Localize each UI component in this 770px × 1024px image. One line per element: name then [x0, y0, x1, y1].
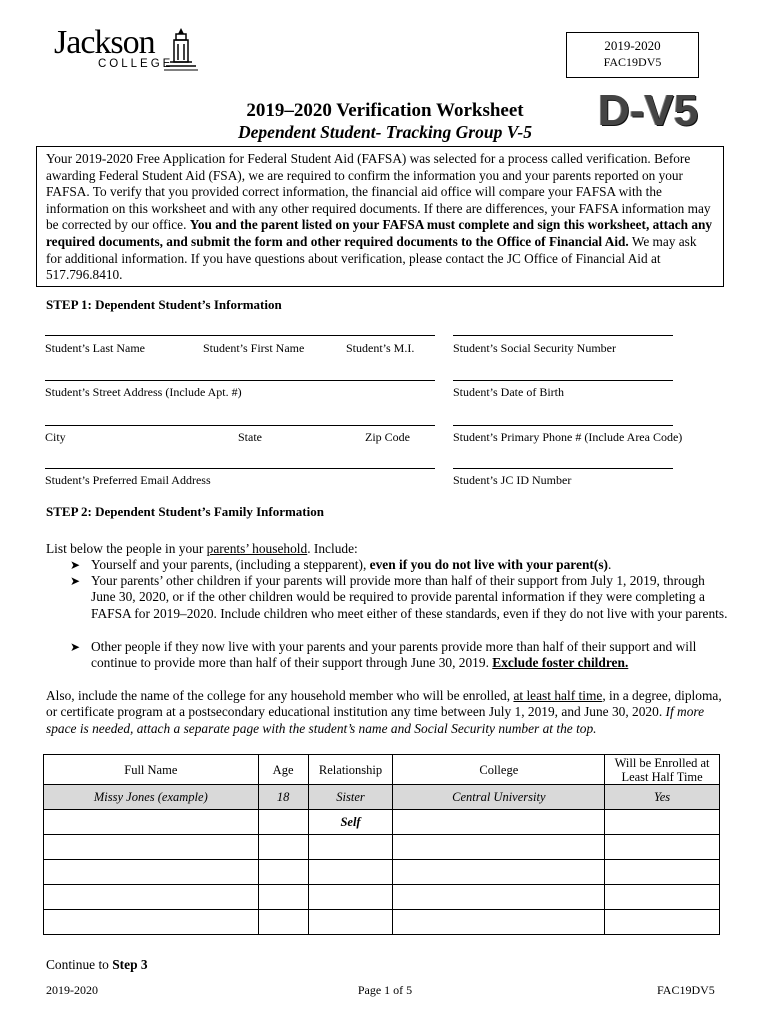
arrow-bullet-icon: ➤ [70, 574, 81, 588]
table-row-example [44, 785, 720, 810]
form-id: FAC19DV5 [603, 55, 662, 69]
ssn-label: Student’s Social Security Number [453, 341, 616, 355]
name-field-line[interactable] [45, 335, 435, 336]
relationship-cell-self: Self [308, 810, 393, 835]
bullet3-text: Other people if they now live with your parents and your parents provide more than half of their support and will continue to provide more than half of their support through June 30, 2019. [91, 639, 697, 671]
college-cell[interactable] [393, 835, 605, 860]
also-paragraph [46, 688, 722, 737]
college-cell[interactable] [393, 910, 605, 935]
relationship-cell[interactable] [308, 860, 393, 885]
zip-label: Zip Code [365, 430, 410, 444]
col-header-full-name: Full Name [44, 755, 259, 785]
bullet1-text: Yourself and your parents, (including a stepparent), [91, 557, 367, 572]
name-cell[interactable] [44, 910, 259, 935]
table-header-row [44, 755, 720, 785]
list-intro-text: List below the people in your [46, 541, 204, 556]
also-italic: If more space is needed, attach a separate page with the student’s name and Social Security number at the top. [46, 704, 705, 736]
name-cell[interactable] [44, 835, 259, 860]
name-cell[interactable] [44, 860, 259, 885]
table-row [44, 860, 720, 885]
col-header-college: College [393, 755, 605, 785]
relationship-cell[interactable] [308, 910, 393, 935]
name-cell[interactable] [44, 885, 259, 910]
continue-text: Continue to [46, 957, 109, 972]
also-text-b: , in a degree, diploma, or certificate program at a postsecondary educational institution any time between July 1, 2019, and June 30, 2020. [46, 688, 722, 720]
list-intro-end: . Include: [307, 541, 358, 556]
age-cell[interactable] [258, 885, 308, 910]
age-cell[interactable] [258, 835, 308, 860]
college-cell[interactable] [393, 885, 605, 910]
jackson-college-logo [54, 24, 204, 80]
list-intro [46, 541, 726, 557]
email-label: Student’s Preferred Email Address [45, 473, 211, 487]
step1-heading: STEP 1: Dependent Student’s Information [46, 297, 282, 312]
email-field-line[interactable] [45, 468, 435, 469]
dob-label: Student’s Date of Birth [453, 385, 564, 399]
also-underline: at least half time [513, 688, 603, 703]
table-row [44, 885, 720, 910]
example-age: 18 [258, 785, 308, 810]
last-name-label: Student’s Last Name [45, 341, 145, 355]
bullet1-bold: even if you do not live with your parent(s) [369, 557, 608, 572]
household-table [43, 754, 720, 935]
form-code: D-V5 [598, 86, 699, 135]
form-year: 2019-2020 [604, 38, 661, 53]
footer-form-id: FAC19DV5 [657, 983, 715, 997]
page-subtitle: Dependent Student- Tracking Group V-5 [238, 122, 532, 142]
arrow-bullet-icon: ➤ [70, 640, 81, 654]
phone-label: Student’s Primary Phone # (Include Area Code) [453, 430, 683, 444]
street-label: Student’s Street Address (Include Apt. #) [45, 385, 242, 399]
college-cell[interactable] [393, 810, 605, 835]
list-item [70, 639, 730, 672]
form-year-box [566, 32, 699, 78]
page-title: 2019–2020 Verification Worksheet [246, 100, 524, 121]
logo-name: Jackson [54, 24, 155, 61]
ssn-field-line[interactable] [453, 335, 673, 336]
relationship-cell[interactable] [308, 835, 393, 860]
half-time-cell[interactable] [605, 835, 720, 860]
col-header-half-time: Will be Enrolled at Least Half Time [605, 755, 720, 785]
intro-text-b: We may ask for additional information. If you have questions about verification, please contact the JC Office of Financial Aid at 517.796.8410. [46, 233, 697, 283]
list-item [70, 573, 730, 622]
street-field-line[interactable] [45, 380, 435, 381]
table-row [44, 910, 720, 935]
first-name-label: Student’s First Name [203, 341, 305, 355]
dob-field-line[interactable] [453, 380, 673, 381]
footer-year: 2019-2020 [46, 983, 98, 997]
list-item [70, 557, 730, 573]
mi-label: Student’s M.I. [346, 341, 415, 355]
example-relationship: Sister [308, 785, 393, 810]
intro-box [36, 146, 724, 287]
city-label: City [45, 430, 66, 444]
col-header-relationship: Relationship [308, 755, 393, 785]
intro-text-a: Your 2019-2020 Free Application for Federal Student Aid (FAFSA) was selected for a process called verification. Before awarding Federal Student Aid (FSA), we are required to confirm the information you and your parents reported on your FAFSA. To verify that you provided correct information, the financial aid office will compare your FAFSA with the information on this worksheet and with any other required documents. If there are differences, your FAFSA information may be corrected by our office. [46, 151, 711, 233]
example-name: Missy Jones (example) [44, 785, 259, 810]
half-time-cell[interactable] [605, 810, 720, 835]
continue-step: Step 3 [112, 957, 148, 972]
age-cell[interactable] [258, 810, 308, 835]
relationship-cell[interactable] [308, 885, 393, 910]
bullet2-text: Your parents’ other children if your parents will provide more than half of their support from July 1, 2019, through June 30, 2020, or if the other children would be required to provide parental information if they were completing a FAFSA for 2019–2020. Include children who meet either of these standards, even if they do not live with your parents. [91, 573, 728, 621]
step2-heading: STEP 2: Dependent Student’s Family Information [46, 504, 324, 519]
college-cell[interactable] [393, 860, 605, 885]
example-half-time: Yes [605, 785, 720, 810]
age-cell[interactable] [258, 860, 308, 885]
age-cell[interactable] [258, 910, 308, 935]
bullet3-bold: Exclude foster children. [492, 655, 629, 671]
arrow-bullet-icon: ➤ [70, 558, 81, 572]
city-field-line[interactable] [45, 425, 435, 426]
footer-page-number: Page 1 of 5 [357, 983, 413, 997]
also-text-a: Also, include the name of the college for any household member who will be enrolled, [46, 688, 511, 703]
list-intro-underline: parents’ household [206, 541, 308, 556]
half-time-cell[interactable] [605, 910, 720, 935]
half-time-cell[interactable] [605, 885, 720, 910]
bullet1-end: . [607, 557, 612, 572]
table-row [44, 810, 720, 835]
continue-note [46, 957, 148, 973]
example-college: Central University [393, 785, 605, 810]
jcid-field-line[interactable] [453, 468, 673, 469]
logo-sub: COLLEGE [98, 58, 174, 70]
col-header-age: Age [258, 755, 308, 785]
state-label: State [238, 430, 262, 444]
name-cell[interactable] [44, 810, 259, 835]
half-time-cell[interactable] [605, 860, 720, 885]
intro-text-bold: You and the parent listed on your FAFSA must complete and sign this worksheet, attach any required documents, and submit the form and other required documents to the Office of Financial Aid. [46, 217, 713, 249]
table-row [44, 835, 720, 860]
tower-icon [164, 26, 198, 74]
jcid-label: Student’s JC ID Number [453, 473, 572, 487]
phone-field-line[interactable] [453, 425, 673, 426]
